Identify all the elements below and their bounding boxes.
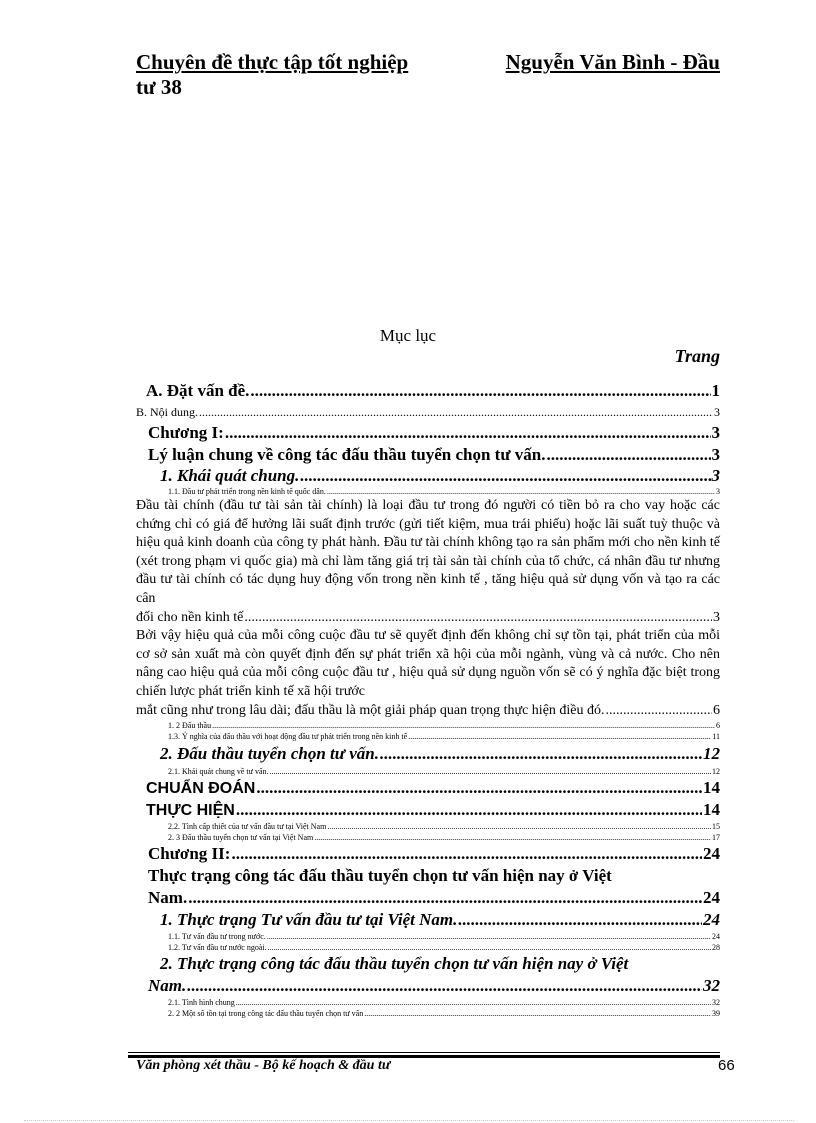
footer-rule — [128, 1052, 720, 1053]
toc-entry-2-3[interactable]: 2. 3 Đấu thầu tuyển chọn tư vấn tại Việt Nam ..... 17 — [136, 832, 720, 843]
body-paragraph-1: Đầu tài chính (đầu tư tài sản tài chính) là loại đầu tư trong đó người có tiền bỏ ra cho vay hoặc các chứng chỉ có giá để hưởng lãi suất định trước (gửi tiết kiệm, mua trái phiếu) hoặc lãi suất tuỳ thuộc và hiệu quả kinh doanh của công ty phát hành. Đầu tư tài chính không tạo ra sản phẩm mới cho nền kinh tế (xét trong phạm vi quốc gia) mà chỉ làm tăng giá trị tài sản tài chính của tổ chức, cá nhân đầu tư nhưng đầu tư tài chính có tác dụng huy động vốn trong nền kinh tế , tăng hiệu quả sử dụng vốn và tạo ra các cân — [136, 498, 720, 606]
toc-entry-thuc-trang-line1[interactable]: Thực trạng công tác đấu thầu tuyển chọn tư vấn hiện nay ở Việt — [148, 866, 612, 886]
toc-entry-2[interactable]: 2. Đấu thầu tuyển chọn tư vấn. ..... 12 — [136, 742, 720, 766]
running-header — [136, 50, 720, 100]
toc-entry-1-1[interactable]: 1.1. Đầu tư phát triển trong nền kinh tế quốc dân. ..... 3 — [136, 486, 720, 497]
body-paragraph-1-end: đối cho nền kinh tế ..... 3 — [136, 609, 720, 628]
toc-entry-c2-1[interactable]: 2.1. Tình hình chung ..... 32 — [136, 997, 720, 1008]
toc-title: Mục lục — [379, 326, 437, 345]
toc-entry-c2-line1[interactable]: 2. Thực trạng công tác đấu thầu tuyển chọn tư vấn hiện nay ở Việt — [160, 954, 629, 974]
toc-entry-ly-luan[interactable]: Lý luận chung về công tác đấu thầu tuyển chọn tư vấn. ..... 3 — [136, 444, 720, 466]
header-title: Chuyên đề thực tập tốt nghiệp — [136, 50, 409, 74]
running-footer: Văn phòng xét thầu - Bộ kế hoạch & đầu tư — [136, 1058, 391, 1073]
toc-entry-chapter-2[interactable]: Chương II: ..... 24 — [136, 843, 720, 865]
toc-entry-chapter-1[interactable]: Chương I: ..... 3 — [136, 422, 720, 444]
toc-entry-2-2[interactable]: 2.2. Tình cấp thiết của tư vấn đầu tư tại Việt Nam ..... 15 — [136, 821, 720, 832]
toc-entry-thuc-trang-line2[interactable]: Nam. ..... 24 — [136, 887, 720, 909]
toc-entry-b[interactable]: B. Nội dung. ..... 3 — [136, 402, 720, 422]
toc-entry-c2-2[interactable]: 2. 2 Một số tồn tại trong công tác đấu thầu tuyển chọn tư vấn ..... 39 — [136, 1008, 720, 1019]
toc-entry-chuan-doan[interactable]: CHUẨN ĐOÁN ..... 14 — [136, 777, 720, 799]
toc-entry-c2-line2[interactable]: Nam. ..... 32 — [136, 975, 720, 997]
table-of-contents — [136, 380, 720, 1019]
toc-entry-c1[interactable]: 1. Thực trạng Tư vấn đầu tư tại Việt Nam. ..... 24 — [136, 909, 720, 931]
toc-entry-c1-2[interactable]: 1.2. Tư vấn đầu tư nước ngoài. ..... 28 — [136, 942, 720, 953]
body-paragraph-2: Bởi vậy hiệu quả của mỗi công cuộc đầu tư sẽ quyết định đến không chỉ sự tồn tại, phát triển của mỗi cơ sở sản xuất mà còn quyết định đến sự phát triển xã hội của mỗi ngành, vùng và cả nước. Cho nên nâng cao hiệu quả của mỗi công cuộc đầu tư , hiệu quả sử dụng nguồn vốn sẽ có ý nghĩa đặc biệt trong chiến lược phát triển kinh tế xã hội trước — [136, 628, 720, 699]
header-class: tư 38 — [136, 75, 182, 99]
toc-page-column-label: Trang — [674, 346, 720, 366]
body-paragraph-2-end: mắt cũng như trong lâu dài; đấu thầu là một giải pháp quan trọng thực hiện điều đó. ..... 6 — [136, 702, 720, 721]
page-edge — [24, 1120, 794, 1121]
toc-entry-a[interactable]: A. Đặt vấn đề. ..... 1 — [136, 380, 720, 402]
toc-entry-1[interactable]: 1. Khái quát chung. ..... 3 — [136, 466, 720, 486]
toc-entry-1-3[interactable]: 1.3. Ý nghĩa của đấu thầu với hoạt động đầu tư phát triển trong nền kinh tế ..... 11 — [136, 731, 720, 742]
toc-entry-c1-1[interactable]: 1.1. Tư vấn đầu tư trong nước. ..... 24 — [136, 931, 720, 942]
toc-entry-thuc-hien[interactable]: THỰC HIỆN ..... 14 — [136, 799, 720, 821]
page-number: 66 — [718, 1057, 735, 1074]
toc-entry-1-2[interactable]: 1. 2 Đấu thầu ..... 6 — [136, 720, 720, 731]
toc-entry-2-1[interactable]: 2.1. Khái quát chung về tư vấn. ..... 12 — [136, 766, 720, 777]
header-author: Nguyễn Văn Bình - Đầu — [505, 50, 720, 74]
